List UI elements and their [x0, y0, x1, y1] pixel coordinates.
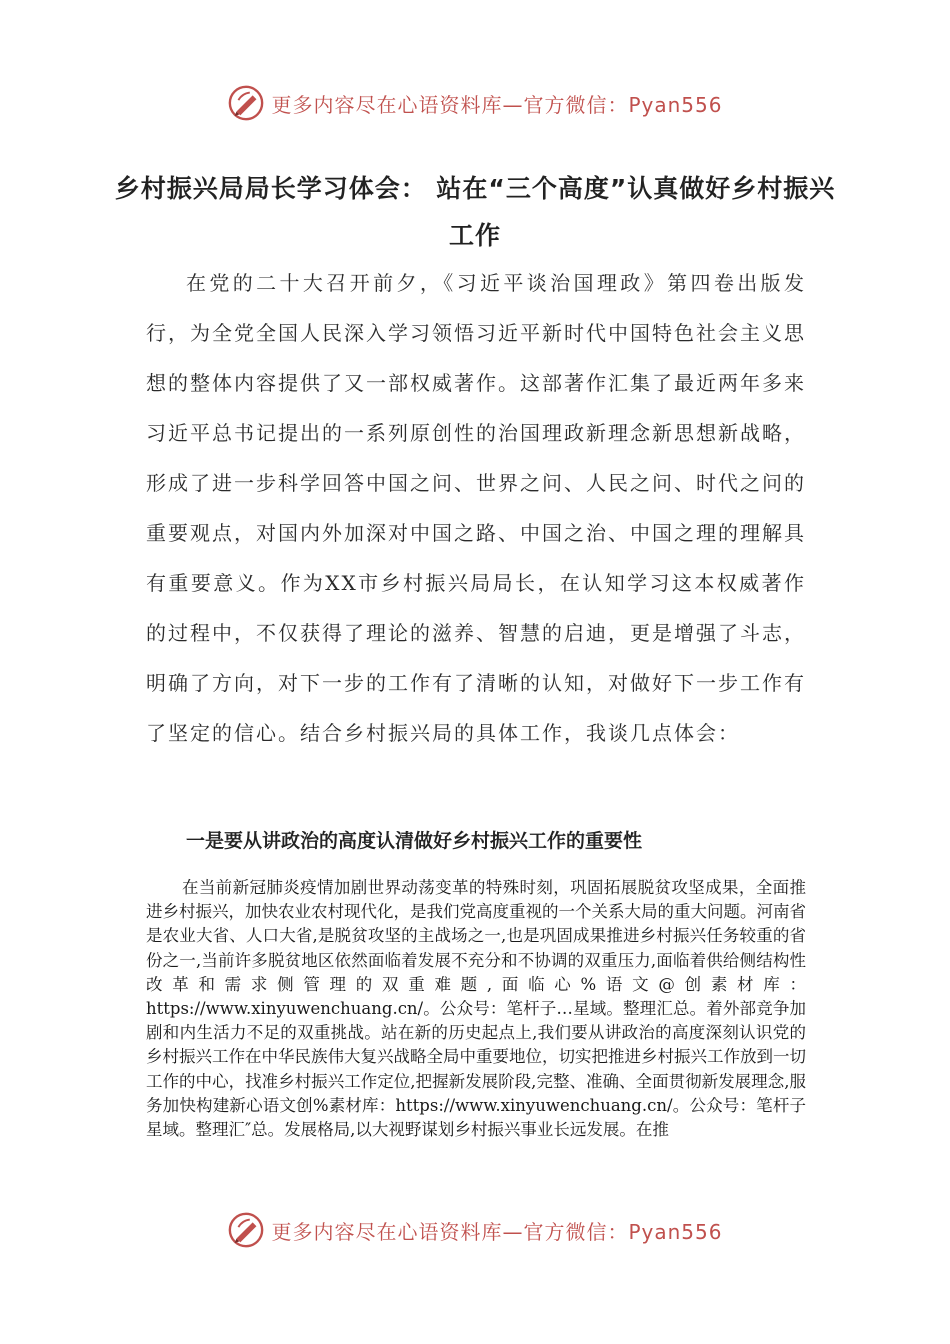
section-heading: 一是要从讲政治的高度认清做好乡村振兴工作的重要性 [186, 830, 643, 852]
document-title: 乡村振兴局局长学习体会： 站在“三个高度”认真做好乡村振兴工作 [114, 173, 836, 250]
banner-text: 更多内容尽在心语资料库—官方微信：Pyan556 [271, 92, 723, 117]
pen-logo-icon [227, 84, 265, 122]
pen-logo-icon [227, 1211, 265, 1249]
intro-paragraph: 在党的二十大召开前夕，《习近平谈治国理政》第四卷出版发行，为全党全国人民深入学习领悟习近平新时代中国特色社会主义思想的整体内容提供了又一部权威著作。这部著作汇集了最近两年多来习近平总书记提出的一系列原创性的治国理政新理念新思想新战略，形成了进一步科学回答中国之问、世界之问、人民之问、时代之问的重要观点，对国内外加深对中国之路、中国之治、中国之理的理解具有重要意义。作为XX市乡村振兴局局长，在认知学习这本权威著作的过程中，不仅获得了理论的滋养、智慧的启迪，更是增强了斗志，明确了方向，对下一步的工作有了清晰的认知，对做好下一步工作有了坚定的信心。结合乡村振兴局的具体工作，我谈几点体会： [146, 271, 806, 745]
header-watermark-banner [0, 78, 950, 128]
banner-text: 更多内容尽在心语资料库—官方微信：Pyan556 [271, 1219, 723, 1244]
section-paragraph: 在当前新冠肺炎疫情加剧世界动荡变革的特殊时刻，巩固拓展脱贫攻坚成果，全面推进乡村振兴，加快农业农村现代化，是我们党高度重视的一个关系大局的重大问题。河南省是农业大省、人口大省,是脱贫攻坚的主战场之一,也是巩固成果推进乡村振兴任务较重的省份之一,当前许多脱贫地区依然面临着发展不充分和不协调的双重压力,面临着供给侧结构性改革和需求侧管理的双重难题,面临心%语文@创素材库：https://www.xinyuwenchuang.cn/。公众号：笔杆子…星域。整理汇总。着外部竞争加剧和内生活力不足的双重挑战。站在新的历史起点上,我们要从讲政治的高度深刻认识党的乡村振兴工作在中华民族伟大复兴战略全局中重要地位，切实把推进乡村振兴工作放到一切工作的中心，找准乡村振兴工作定位,把握新发展阶段,完整、准确、全面贯彻新发展理念,服务加快构建新心语文创%素材库：https://www.xinyuwenchuang.cn/。公众号：笔杆子星域。整理汇″总。发展格局,以大视野谋划乡村振兴事业长远发展。在推 [146, 878, 806, 1140]
footer-watermark-banner [0, 1205, 950, 1255]
